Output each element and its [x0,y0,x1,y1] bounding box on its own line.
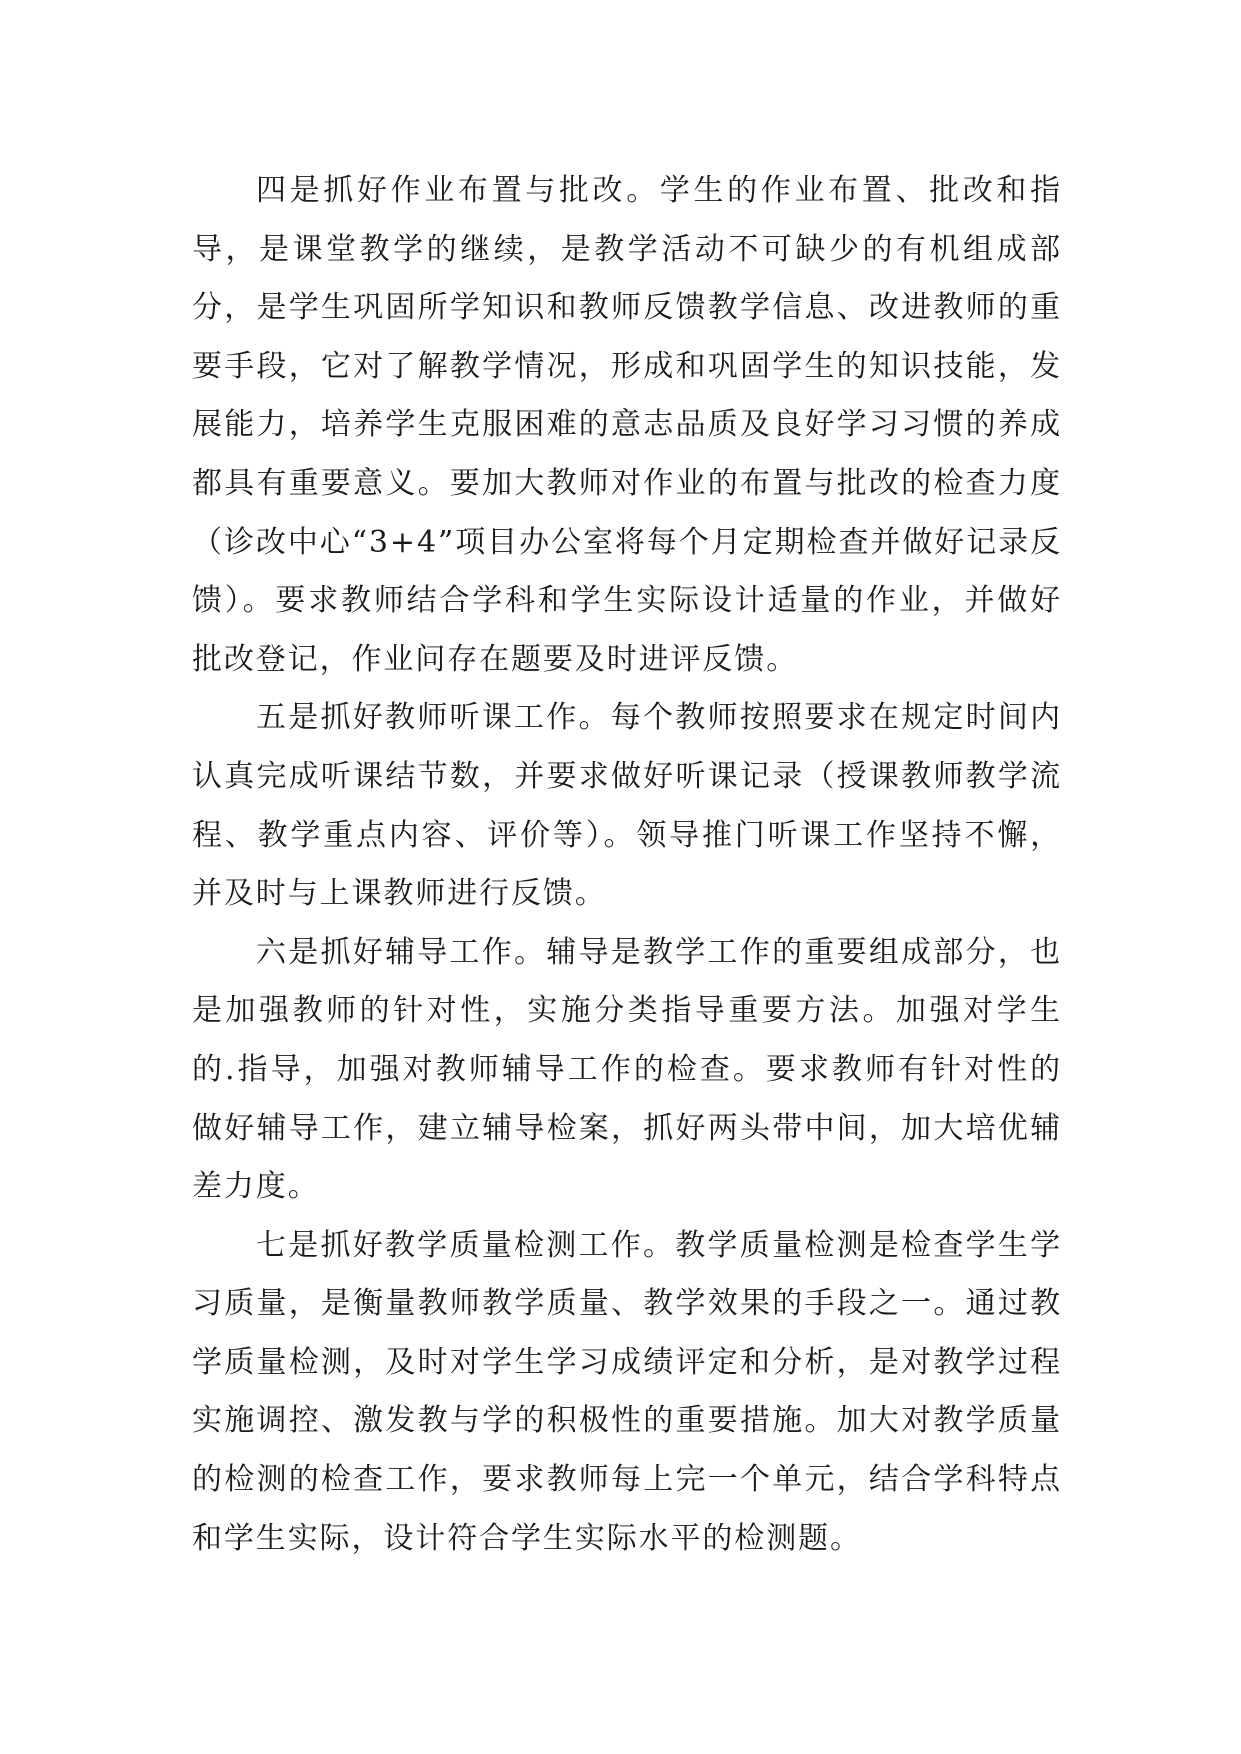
paragraph-quality-testing: 七是抓好教学质量检测工作。教学质量检测是检查学生学习质量，是衡量教师教学质量、教学效果的手段之一。通过教学质量检测，及时对学生学习成绩评定和分析，是对教学过程实施调控、激发教与学的积极性的重要措施。加大对教学质量的检测的检查工作，要求教师每上完一个单元，结合学科特点和学生实际，设计符合学生实际水平的检测题。 [192,1227,1062,1556]
paragraph-lesson-observation: 五是抓好教师听课工作。每个教师按照要求在规定时间内认真完成听课结节数，并要求做好听课记录（授课教师教学流程、教学重点内容、评价等）。领导推门听课工作坚持不懈，并及时与上课教师进行反馈。 [192,700,1062,912]
paragraph-tutoring: 六是抓好辅导工作。辅导是教学工作的重要组成部分，也是加强教师的针对性，实施分类指导重要方法。加强对学生的.指导，加强对教师辅导工作的检查。要求教师有针对性的做好辅导工作，建立辅导检案，抓好两头带中间，加大培优辅差力度。 [192,934,1062,1205]
document-body [192,162,1062,1568]
paragraph-homework: 四是抓好作业布置与批改。学生的作业布置、批改和指导，是课堂教学的继续，是教学活动不可缺少的有机组成部分，是学生巩固所学知识和教师反馈教学信息、改进教师的重要手段，它对了解教学情况，形成和巩固学生的知识技能，发展能力，培养学生克服困难的意志品质及良好学习习惯的养成都具有重要意义。要加大教师对作业的布置与批改的检查力度（诊改中心“3+4”项目办公室将每个月定期检查并做好记录反馈）。要求教师结合学科和学生实际设计适量的作业，并做好批改登记，作业问存在题要及时进评反馈。 [192,173,1062,677]
